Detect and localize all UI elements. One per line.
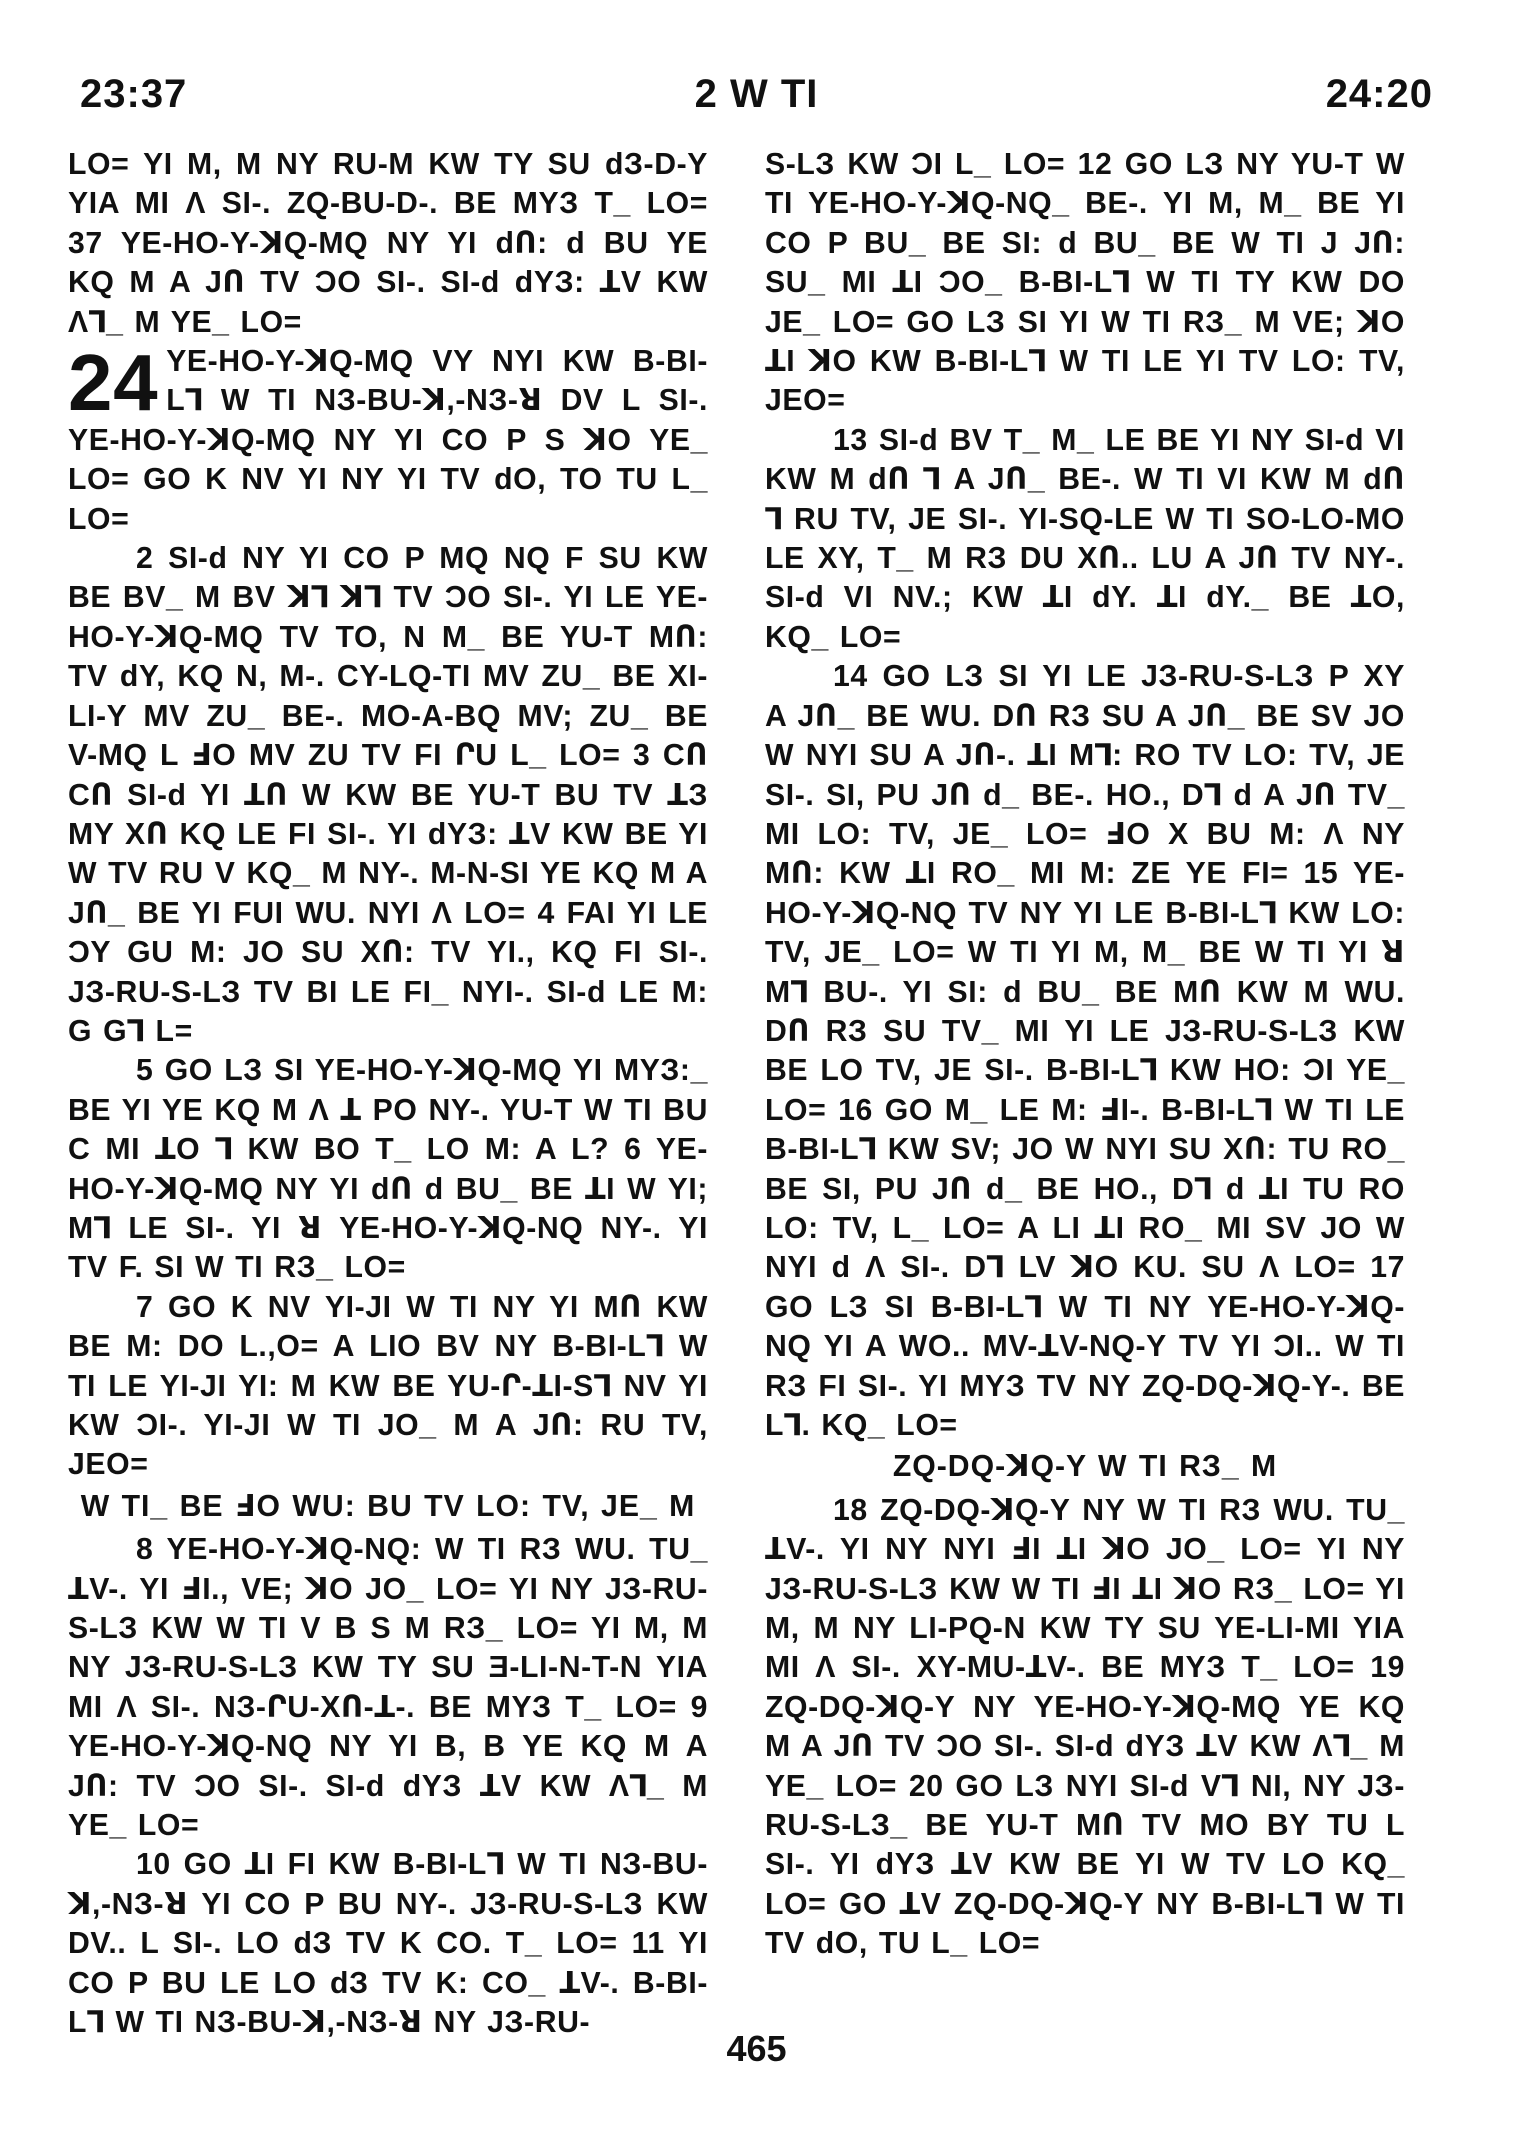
verse-number: 15 — [1303, 857, 1339, 891]
header-chapter-verse-end: 24:20 — [1325, 72, 1433, 116]
page-number: 465 — [726, 2028, 787, 2069]
verse-number: 12 — [1077, 148, 1113, 181]
verse-text: SI-d BV T_ M_ LE BE YI NY SI-d VI KW M dՈ ꓶ A JՈ_ BE-. W TI VI KW M dՈ ꓶ RU TV, JE SI-. YI-SQ-LE W TI SO-LO-MO LE XY, T_ M RЗ DU XՈ.. LU A JՈ TV NY-. SI-d VI NV.; KW ꓕI dY. ꓕI dY._ BE ꓕO, KQ_ LO= — [765, 423, 1405, 654]
paragraph — [68, 1530, 708, 1845]
verse-text: GO LЗ SI YE-HO-Y-ꓘQ-MQ YI MYЗ:_ BE YI YE KQ M Λ ꓕ PO NY-. YU-T W TI BU C MI ꓕO ꓶ KW BO T_ LO M: A L? — [68, 1054, 708, 1167]
verse-number: 19 — [1370, 1651, 1405, 1685]
verse-text: YE-HO-Y-ꓘQ-MQ NY YI dՈ d BU_ BE ꓕI W YI; Mꓶ LE SI-. YI ꓤ YE-HO-Y-ꓘQ-NQ NY-. YI TV F. SI W TI RЗ_ LO= — [68, 1133, 708, 1285]
left-column — [68, 145, 708, 2043]
verse-text: YE-HO-Y-ꓘQ-MQ NY YI dՈ: d BU YE KQ M A JՈ TV ƆO SI-. SI-d dYЗ: ꓕV KW Λꓶ_ M YE_ LO= — [68, 226, 708, 339]
verse-text: LO= YI M, M NY RU-M KW TY SU dЗ-D-Y YIA MI Λ SI-. ZQ-BU-D-. BE MYЗ T_ LO= — [68, 148, 708, 221]
verse-text: GO LЗ SI YI LE JЗ-RU-S-LЗ P XY A JՈ_ BE WU. DՈ RЗ SU A JՈ_ BE SV JO W NYI SU A JՈ-. ꓕI Mꓶ: RO TV LO: TV, JE SI-. SI, PU JՈ d_ BE-. HO., Dꓶ d A JՈ TV_ MI LO: TV, JE_ LO= ꓞO X BU M: Λ NY MՈ: KW ꓕI RO_ MI M: ZE YE FI= — [765, 660, 1405, 891]
verse-number: 8 — [136, 1533, 154, 1567]
verse-number: 18 — [833, 1493, 868, 1527]
verse-number: 3 — [633, 739, 651, 773]
section-heading: W TI_ BE ꓞO WU: BU TV LO: TV, JE_ M — [80, 1489, 696, 1523]
verse-number: 9 — [690, 1690, 708, 1724]
chapter-start — [68, 338, 708, 539]
verse-text: GO M_ LE M: ꓞI-. B-BI-Lꓶ W TI LE B-BI-Lꓶ KW SV; JO W NYI SU XՈ: TU RO_ BE SI, PU JՈ d_ BE HO., Dꓶ d ꓕI TU RO LO: TV, L_ LO= A LI ꓕI RO_ MI SV JO W NYI d Λ SI-. Dꓶ LV ꓘO KU. SU Λ LO= — [765, 1093, 1405, 1285]
paragraph — [765, 1491, 1405, 1964]
verse-number: 2 — [136, 542, 154, 576]
verse-number: 20 — [908, 1769, 944, 1803]
verse-number: 4 — [537, 896, 555, 930]
verse-text: S-LЗ KW ƆI L_ LO= — [765, 148, 1066, 181]
header-book-title: 2 W TI — [694, 72, 819, 116]
verse-number: 5 — [136, 1054, 154, 1088]
verse-text: GO LЗ NYI SI-d Vꓶ NI, NY JЗ-RU-S-LЗ_ BE YU-T MՈ TV MO BY TU L SI-. YI dYЗ ꓕV KW BE YI W TV LO KQ_ LO= GO ꓕV ZQ-DQ-ꓘQ-Y NY B-BI-Lꓶ W TI TV dO, TU L_ LO= — [765, 1769, 1405, 1961]
chapter-number: 24 — [68, 338, 159, 428]
verse-text: YE-HO-Y-ꓘQ-NQ NY YI B, B YE KQ M A JՈ: TV ƆO SI-. SI-d dYЗ ꓕV KW Λꓶ_ M YE_ LO= — [68, 1730, 708, 1843]
verse-text: GO ꓕI FI KW B-BI-Lꓶ W TI NЗ-BU-ꓘ,-NЗ-ꓤ YI CO P BU NY-. JЗ-RU-S-LЗ KW DV.. L SI-. LO dЗ TV K CO. T_ LO= — [68, 1848, 708, 1961]
verse-text: SI-d NY YI CO P MQ NQ F SU KW BE BV_ M BV ꓘꓶ ꓘꓶ TV ƆO SI-. YI LE YE-HO-Y-ꓘQ-MQ TV TO, N M_ BE YU-T MՈ: TV dY, KQ N, M-. CY-LQ-TI MV ZU_ BE XI-LI-Y MV ZU_ BE-. MO-A-BQ MV; ZU_ BE V-MQ L ꓞO MV ZU TV FI ՐU L_ LO= — [68, 542, 708, 773]
verse-number: 10 — [136, 1848, 171, 1882]
verse-text: ZQ-DQ-ꓘQ-Y NY W TI RЗ WU. TU_ ꓕV-. YI NY NYI ꓞI ꓕI ꓘO JO_ LO= YI NY JЗ-RU-S-LЗ KW W TI ꓞI ꓕI ꓘO RЗ_ LO= YI M, M NY LI-PQ-N KW TY SU YE-LI-MI YIA MI Λ SI-. XY-MU-ꓕV-. BE MYЗ T_ LO= — [765, 1493, 1405, 1685]
verse-text: FAI YI LE ƆY GU M: JO SU XՈ: TV YI., KQ FI SI-. JЗ-RU-S-LЗ TV BI LE FI_ NYI-. SI-d LE M: G Gꓶ L= — [68, 896, 709, 1048]
verse-text: ZQ-DQ-ꓘQ-Y NY YE-HO-Y-ꓘQ-MQ YE KQ M A JՈ TV ƆO SI-. SI-d dYЗ ꓕV KW Λꓶ_ M YE_ LO= — [765, 1690, 1405, 1803]
verse-number: 16 — [838, 1093, 873, 1127]
paragraph — [68, 145, 708, 342]
verse-text: YE-HO-Y-ꓘQ-MQ VY NYI KW B-BI-Lꓶ W TI NЗ-BU-ꓘ,-NЗ-ꓤ DV L SI-. YE-HO-Y-ꓘQ-MQ NY YI CO P S ꓘO YE_ LO= GO K NV YI NY YI TV dO, TO TU L_ LO= — [68, 345, 708, 536]
paragraph — [765, 145, 1405, 421]
section-heading: ZQ-DQ-ꓘQ-Y W TI RЗ_ M — [892, 1450, 1278, 1484]
paragraph — [68, 1845, 708, 2042]
paragraph — [68, 1288, 708, 1485]
paragraph — [68, 1051, 708, 1287]
verse-number: 17 — [1370, 1251, 1406, 1285]
paragraph — [765, 657, 1405, 1445]
verse-number: 7 — [136, 1290, 154, 1324]
paragraph — [68, 539, 708, 1051]
verse-text: CՈ CՈ SI-d YI ꓕՈ W KW BE YU-T BU TV ꓕЗ MY XՈ KQ LE FI SI-. YI dYЗ: ꓕV KW BE YI W TV RU V KQ_ M NY-. M-N-SI YE KQ M A JՈ_ BE YI FUI WU. NYI Λ LO= — [68, 739, 708, 930]
running-header — [80, 72, 1433, 132]
verse-text: GO K NV YI-JI W TI NY YI MՈ KW BE M: DO L.,O= A LIO BV NY B-BI-Lꓶ W TI LE YI-JI YI: M KW BE YU-Ր-ꓕI-Sꓶ NV YI KW ƆI-. YI-JI W TI JO_ M A JՈ: RU TV, JEO= — [68, 1290, 708, 1482]
verse-number: 11 — [631, 1927, 665, 1961]
verse-text: GO LЗ SI B-BI-Lꓶ W TI NY YE-HO-Y-ꓘQ-NQ YI A WO.. MV-ꓕV-NQ-Y TV YI ƆI.. W TI RЗ FI SI-. YI MYЗ TV NY ZQ-DQ-ꓘQ-Y-. BE Lꓶ. KQ_ LO= — [765, 1290, 1405, 1442]
verse-number: 37 — [68, 226, 103, 260]
right-column — [765, 145, 1405, 1964]
verse-number: 6 — [624, 1133, 642, 1167]
verse-number: 13 — [833, 423, 868, 457]
verse-text: YE-HO-Y-ꓘQ-NQ: W TI RЗ WU. TU_ ꓕV-. YI ꓞI., VE; ꓘO JO_ LO= YI NY JЗ-RU-S-LЗ KW W TI V B S M RЗ_ LO= YI M, M NY JЗ-RU-S-LЗ KW TY SU Ǝ-LI-N-T-N YIA MI Λ SI-. NЗ-ՐU-XՈ-ꓕ-. BE MYЗ T_ LO= — [68, 1533, 708, 1724]
verse-number: 14 — [833, 660, 868, 694]
paragraph — [765, 421, 1405, 657]
verse-text: GO LЗ NY YU-T W TI YE-HO-Y-ꓘQ-NQ_ BE-. YI M, M_ BE YI CO P BU_ BE SI: d BU_ BE W TI J JՈ: SU_ MI ꓕI ƆO_ B-BI-Lꓶ W TI TY KW DO JE_ LO= GO LЗ SI YI W TI RЗ_ M VE; ꓘO ꓕI ꓘO KW B-BI-Lꓶ W TI LE YI TV LO: TV, JEO= — [765, 148, 1406, 418]
header-chapter-verse-start: 23:37 — [80, 72, 188, 116]
verse-text: YI CO P BU LE LO dЗ TV K: CO_ ꓕV-. B-BI-Lꓶ W TI NЗ-BU-ꓘ,-NЗ-ꓤ NY JЗ-RU- — [68, 1927, 708, 2040]
verse-text: YE-HO-Y-ꓘQ-NQ TV NY YI LE B-BI-Lꓶ KW LO: TV, JE_ LO= W TI YI M, M_ BE W TI YI ꓤ Mꓶ BU-. YI SI: d BU_ BE MՈ KW M WU. DՈ RЗ SU TV_ MI YI LE JЗ-RU-S-LЗ KW BE LO TV, JE SI-. B-BI-Lꓶ KW HO: ƆI YE_ LO= — [765, 857, 1405, 1127]
